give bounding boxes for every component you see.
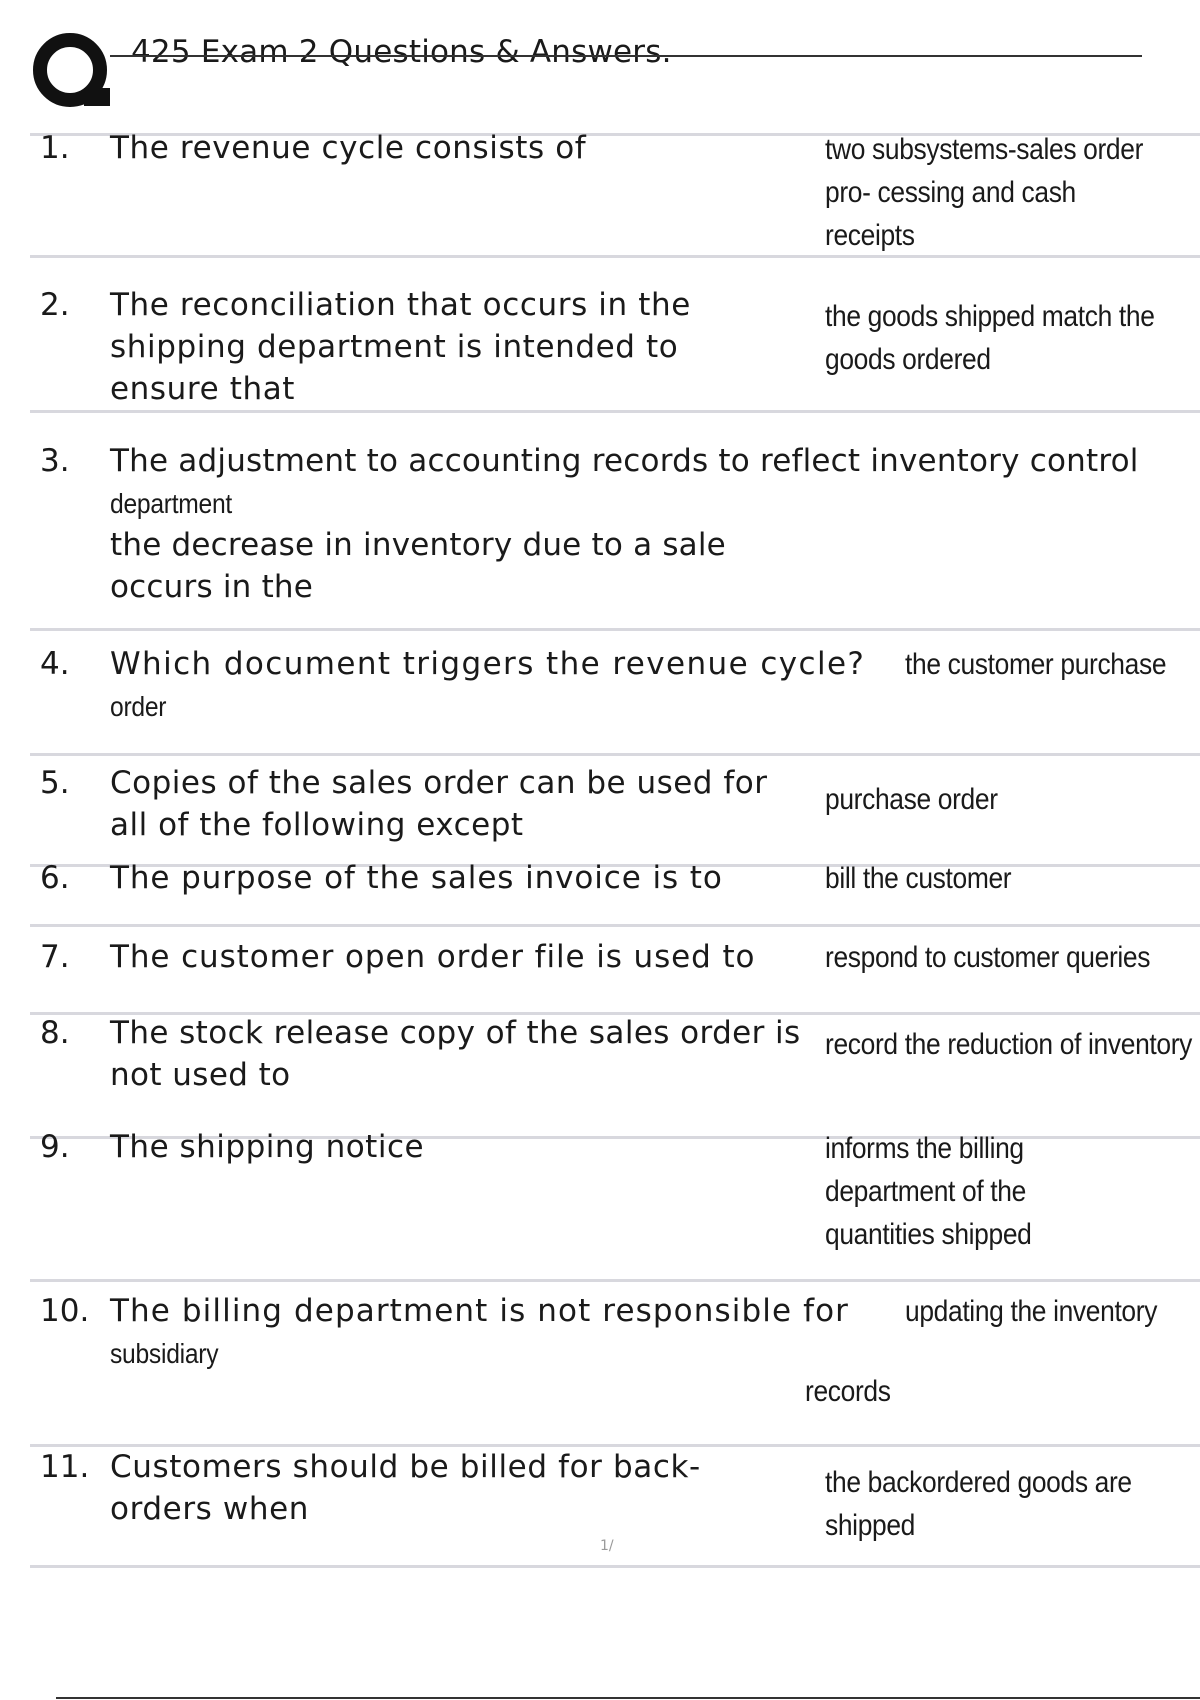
question-number: 11. bbox=[40, 1449, 90, 1485]
answer-text: the goods shipped match the goods ordered bbox=[825, 300, 1155, 376]
question-text: Copies of the sales order can be used for all of the following except bbox=[110, 765, 768, 843]
question-number: 1. bbox=[40, 130, 70, 166]
question-number: 10. bbox=[40, 1293, 90, 1329]
question-text: The billing department is not responsible for subsidiary bbox=[110, 1293, 849, 1369]
question-number: 8. bbox=[40, 1015, 70, 1051]
answer-text: bill the customer bbox=[825, 862, 1012, 895]
question-text: The revenue cycle consists of bbox=[110, 130, 587, 166]
qa-row-6 bbox=[30, 860, 1200, 927]
question-text: The reconciliation that occurs in the shipping department is intended to ensure that bbox=[110, 287, 691, 407]
answer-text-continued: records bbox=[805, 1375, 891, 1408]
question-number: 6. bbox=[40, 860, 70, 896]
answer-text: two subsystems-sales order pro- cessing and cash receipts bbox=[825, 133, 1144, 252]
question-number: 4. bbox=[40, 646, 70, 682]
answer-text: the customer purchase bbox=[905, 648, 1167, 681]
answer-text: respond to customer queries bbox=[825, 941, 1151, 974]
question-text: The customer open order file is used to bbox=[110, 939, 756, 975]
qa-row-9 bbox=[30, 1129, 1200, 1282]
qa-row-8 bbox=[30, 1012, 1200, 1139]
question-text: Customers should be billed for back- orders when bbox=[110, 1449, 701, 1527]
question-number: 3. bbox=[40, 443, 70, 479]
question-text: The shipping notice bbox=[110, 1129, 425, 1165]
answer-text: updating the inventory bbox=[905, 1295, 1158, 1328]
q-logo-icon bbox=[32, 30, 112, 110]
question-text: The stock release copy of the sales order is not used to bbox=[110, 1015, 801, 1093]
answer-text: record the reduction of inventory bbox=[825, 1028, 1193, 1061]
answer-text: the backordered goods are shipped bbox=[825, 1466, 1132, 1542]
answer-text: purchase order bbox=[825, 783, 998, 816]
qa-row-5 bbox=[30, 753, 1200, 867]
table-bottom-divider bbox=[30, 1565, 1200, 1568]
answer-text: informs the billing department of the quantities shipped bbox=[825, 1132, 1032, 1251]
document-title: 425 Exam 2 Questions & Answers. bbox=[131, 34, 672, 70]
question-text: The adjustment to accounting records to reflect inventory control department the decrease in inventory due to a sale occurs in the bbox=[110, 443, 1139, 605]
page-number: 1/ bbox=[600, 1538, 614, 1554]
question-number: 9. bbox=[40, 1129, 70, 1165]
qa-row-2 bbox=[30, 255, 1200, 413]
qa-row-1 bbox=[30, 130, 1200, 258]
question-text: The purpose of the sales invoice is to bbox=[110, 860, 723, 896]
qa-row-7 bbox=[30, 924, 1200, 1015]
question-text: Which document triggers the revenue cycle? order bbox=[110, 646, 866, 722]
qa-row-4 bbox=[30, 628, 1200, 756]
qa-row-11 bbox=[30, 1444, 1200, 1567]
question-number: 2. bbox=[40, 287, 70, 323]
question-number: 7. bbox=[40, 939, 70, 975]
page-bottom-rule bbox=[56, 1697, 1200, 1699]
question-number: 5. bbox=[40, 765, 70, 801]
qa-row-10 bbox=[30, 1279, 1200, 1447]
qa-row-3 bbox=[30, 410, 1200, 631]
title-underline bbox=[110, 55, 1142, 57]
